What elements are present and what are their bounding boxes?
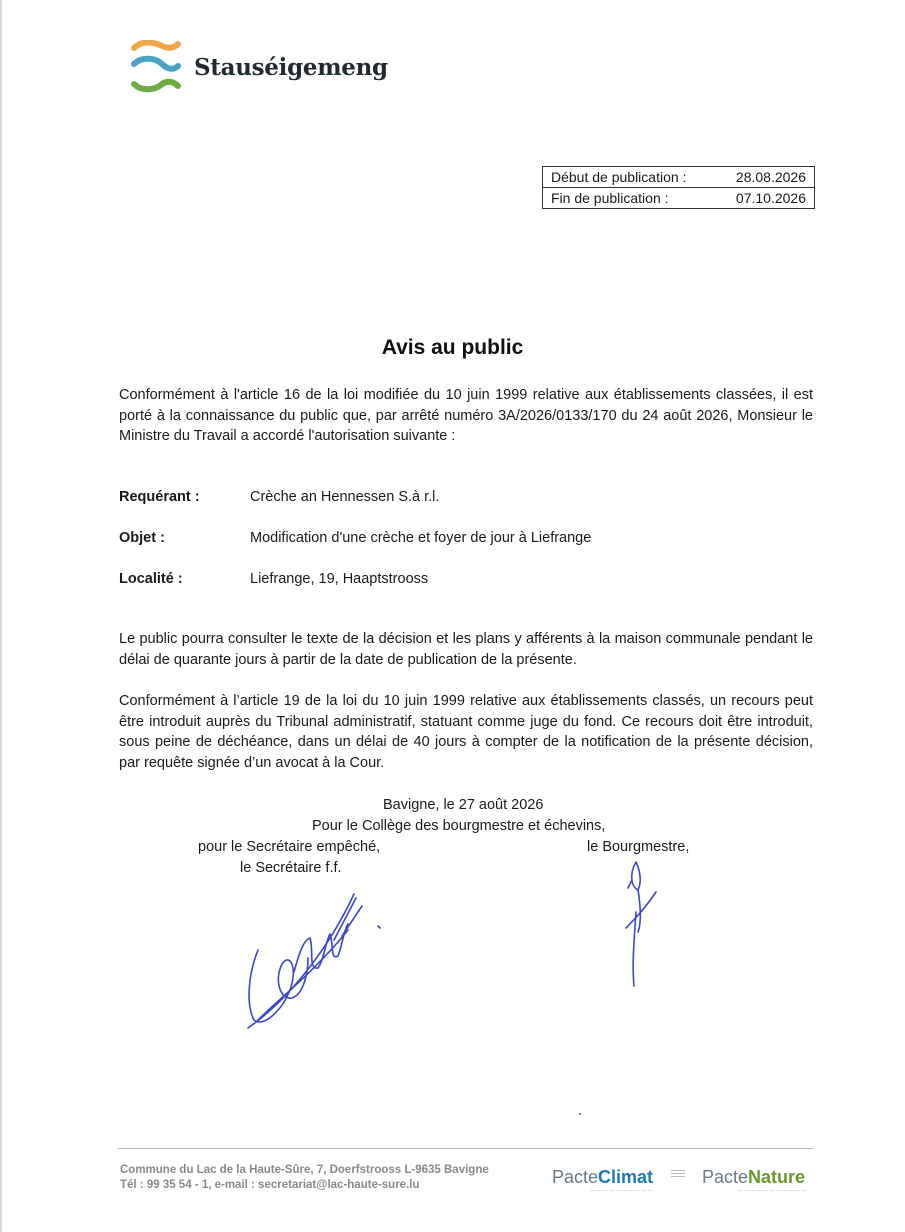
page-edge xyxy=(0,0,2,1232)
pacte-nature-prefix: Pacte xyxy=(702,1167,749,1187)
stauseigemeng-logo-icon xyxy=(128,40,184,96)
field-value: Liefrange, 19, Haaptstrooss xyxy=(250,571,429,587)
field-objet xyxy=(119,528,591,548)
certification-mark-icon xyxy=(671,1170,685,1180)
footer-address-block xyxy=(120,1163,489,1193)
publication-end-label: Fin de publication : xyxy=(551,190,669,206)
publication-start-label: Début de publication : xyxy=(551,169,687,185)
pacte-nature-tagline-icon: — — — — — — — — — — — xyxy=(738,1188,807,1194)
field-label: Objet : xyxy=(119,530,165,546)
pacte-nature-suffix: Nature xyxy=(748,1167,806,1187)
field-value: Crèche an Hennessen S.à r.l. xyxy=(250,489,440,505)
secretary-line-1: pour le Secrétaire empêché, xyxy=(198,839,381,855)
consultation-paragraph: Le public pourra consulter le texte de la décision et les plans y afférents à la maison communale pendant le délai de quarante jours à partir de la date de publication de la présente. xyxy=(119,631,813,668)
pacte-climat-logo xyxy=(552,1166,653,1188)
brand-name: Stauséigemeng xyxy=(194,54,388,81)
intro-paragraph: Conformément à l'article 16 de la loi modifiée du 10 juin 1999 relative aux établissements classées, il est porté à la connaissance du public que, par arrêté numéro 3A/2026/0133/170 du 24 août 2026, Monsieur le Ministre du Travail a accordé l'autorisation suivante : xyxy=(119,387,813,444)
publication-start-value: 28.08.2026 xyxy=(735,169,806,185)
publication-start-row xyxy=(543,167,814,187)
pacte-nature-logo xyxy=(702,1166,805,1188)
footer-contact: Tél : 99 35 54 - 1, e-mail : secretariat@lac-haute-sure.lu xyxy=(120,1179,420,1191)
field-requerant xyxy=(119,487,439,507)
publication-end-value: 07.10.2026 xyxy=(735,190,806,206)
college-line: Pour le Collège des bourgmestre et échevins, xyxy=(312,818,606,834)
publication-dates-box xyxy=(542,166,815,209)
footer-address: Commune du Lac de la Haute-Sûre, 7, Doerfstrooss L-9635 Bavigne xyxy=(120,1164,489,1176)
field-label: Requérant : xyxy=(119,489,200,505)
commune-logo xyxy=(128,40,388,100)
mayor-signature-icon xyxy=(612,852,672,992)
footer-divider xyxy=(118,1148,814,1149)
pacte-climat-tagline-icon: — — — — — — — — — — xyxy=(590,1188,653,1194)
mayor-line: le Bourgmestre, xyxy=(587,839,690,855)
page-title: Avis au public xyxy=(381,336,524,359)
speck xyxy=(579,1113,581,1115)
field-label: Localité : xyxy=(119,571,183,587)
appeal-paragraph: Conformément à l’article 19 de la loi du 10 juin 1999 relative aux établissements classés, un recours peut être introduit auprès du Tribunal administratif, statuant comme juge du fond. Ce recours doit être introduit, sous peine de déchéance, dans un délai de 40 jours à compter de la notification de la présente décision, par requête signée d’un avocat à la Cour. xyxy=(119,693,813,771)
field-value: Modification d'une crèche et foyer de jour à Liefrange xyxy=(250,530,592,546)
pacte-climat-prefix: Pacte xyxy=(552,1167,599,1187)
secretary-line-2: le Secrétaire f.f. xyxy=(240,860,342,876)
publication-end-row xyxy=(543,187,814,208)
place-date: Bavigne, le 27 août 2026 xyxy=(383,797,544,813)
secretary-signature-icon xyxy=(238,880,398,1030)
pacte-climat-suffix: Climat xyxy=(598,1167,654,1187)
field-localite xyxy=(119,569,428,589)
